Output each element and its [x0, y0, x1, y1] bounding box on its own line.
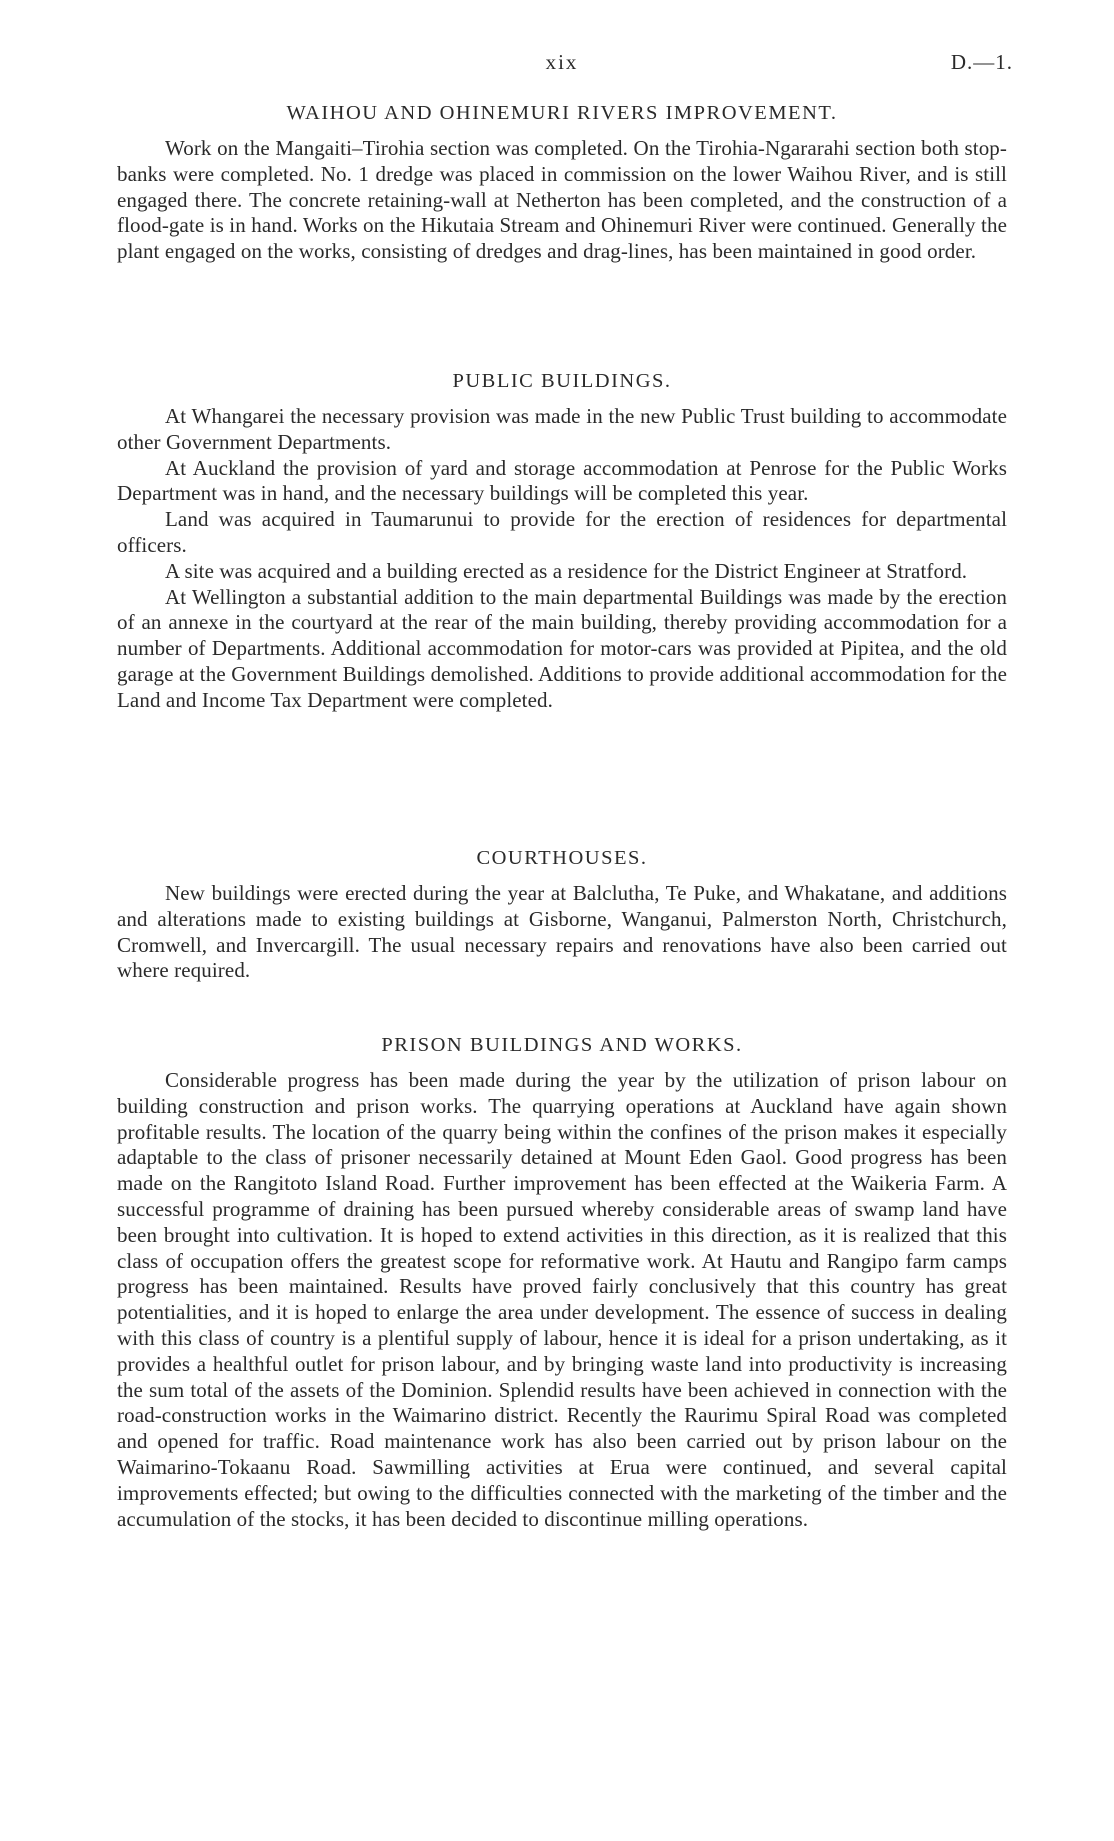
paragraph: At Wellington a substantial addition to the main departmental Buildings was made by the erection of an annexe in the courtyard at the rear of the main building, thereby providing accommodation for a number of Departments. Additional accommodation for motor-cars was provided at Pipitea, and the old garage at the Government Buildings demolished. Additions to provide additional accommodation for the Land and Income Tax Department were completed.	[117, 584, 1007, 712]
section-courthouses	[117, 843, 1007, 984]
paragraph: A site was acquired and a building erected as a residence for the District Engineer at Stratford.	[165, 558, 968, 583]
paragraph: Land was acquired in Taumarunui to provide for the erection of residences for departmental officers.	[117, 507, 1007, 557]
section-heading: COURTHOUSES.	[476, 847, 648, 869]
section-waihou-ohinemuri	[117, 98, 1007, 265]
document-page	[117, 0, 1013, 1531]
paragraph: New buildings were erected during the year at Balclutha, Te Puke, and Whakatane, and additions and alterations made to existing buildings at Gisborne, Wanganui, Palmerston North, Christchurch, Cromwell, and Invercargill. The usual necessary repairs and renovations have also been carried out where required.	[117, 881, 1007, 983]
page-number: xix	[545, 50, 579, 74]
document-reference: D.—1.	[950, 50, 1013, 74]
paragraph: Considerable progress has been made during the year by the utilization of prison labour on building construction and prison works. The quarrying operations at Auckland have again shown profitable results. The location of the quarry being within the confines of the prison makes it especially adaptable to the class of prisoner necessarily detained at Mount Eden Gaol. Good progress has been made on the Rangitoto Island Road. Further improvement has been effected at the Waikeria Farm. A successful programme of draining has been pursued whereby considerable areas of swamp land have been brought into cultivation. It is hoped to extend activities in this direction, as it is realized that this class of occupation offers the greatest scope for reformative work. At Hautu and Rangipo farm camps progress has been maintained. Results have proved fairly conclusively that this country has great potentialities, and it is hoped to enlarge the area under development. The essence of success in dealing with this class of country is a plentiful supply of labour, hence it is ideal for a prison undertaking, as it provides a healthful outlet for prison labour, and by bringing waste land into productivity is increasing the sum total of the assets of the Dominion. Splendid results have been achieved in connection with the road-construction works in the Waimarino district. Recently the Raurimu Spiral Road was completed and opened for traffic. Road maintenance work has also been carried out by prison labour on the Waimarino-Tokaanu Road. Sawmilling activities at Erua were continued, and several capital improvements effected; but owing to the difficulties connected with the marketing of the timber and the accumulation of the stocks, it has been decided to discontinue milling operations.	[117, 1068, 1007, 1531]
paragraph: At Auckland the provision of yard and storage accommodation at Penrose for the Public Works Department was in hand, and the necessary buildings will be completed this year.	[117, 455, 1007, 506]
section-prison-buildings	[117, 1030, 1007, 1532]
section-heading: WAIHOU AND OHINEMURI RIVERS IMPROVEMENT.	[286, 102, 838, 124]
section-heading: PUBLIC BUILDINGS.	[452, 370, 672, 392]
section-public-buildings	[117, 366, 1007, 714]
paragraph: Work on the Mangaiti–Tirohia section was completed. On the Tirohia-Ngararahi section both stop-banks were completed. No. 1 dredge was placed in commission on the lower Waihou River, and is still engaged there. The concrete retaining-wall at Netherton has been completed, and the construction of a flood-gate is in hand. Works on the Hikutaia Stream and Ohinemuri River were continued. Generally the plant engaged on the works, consisting of dredges and drag-lines, has been maintained in good order.	[117, 136, 1007, 264]
running-head	[117, 0, 1013, 86]
section-heading: PRISON BUILDINGS AND WORKS.	[381, 1034, 743, 1056]
paragraph: At Whangarei the necessary provision was made in the new Public Trust building to accommodate other Government Departments.	[117, 404, 1007, 454]
